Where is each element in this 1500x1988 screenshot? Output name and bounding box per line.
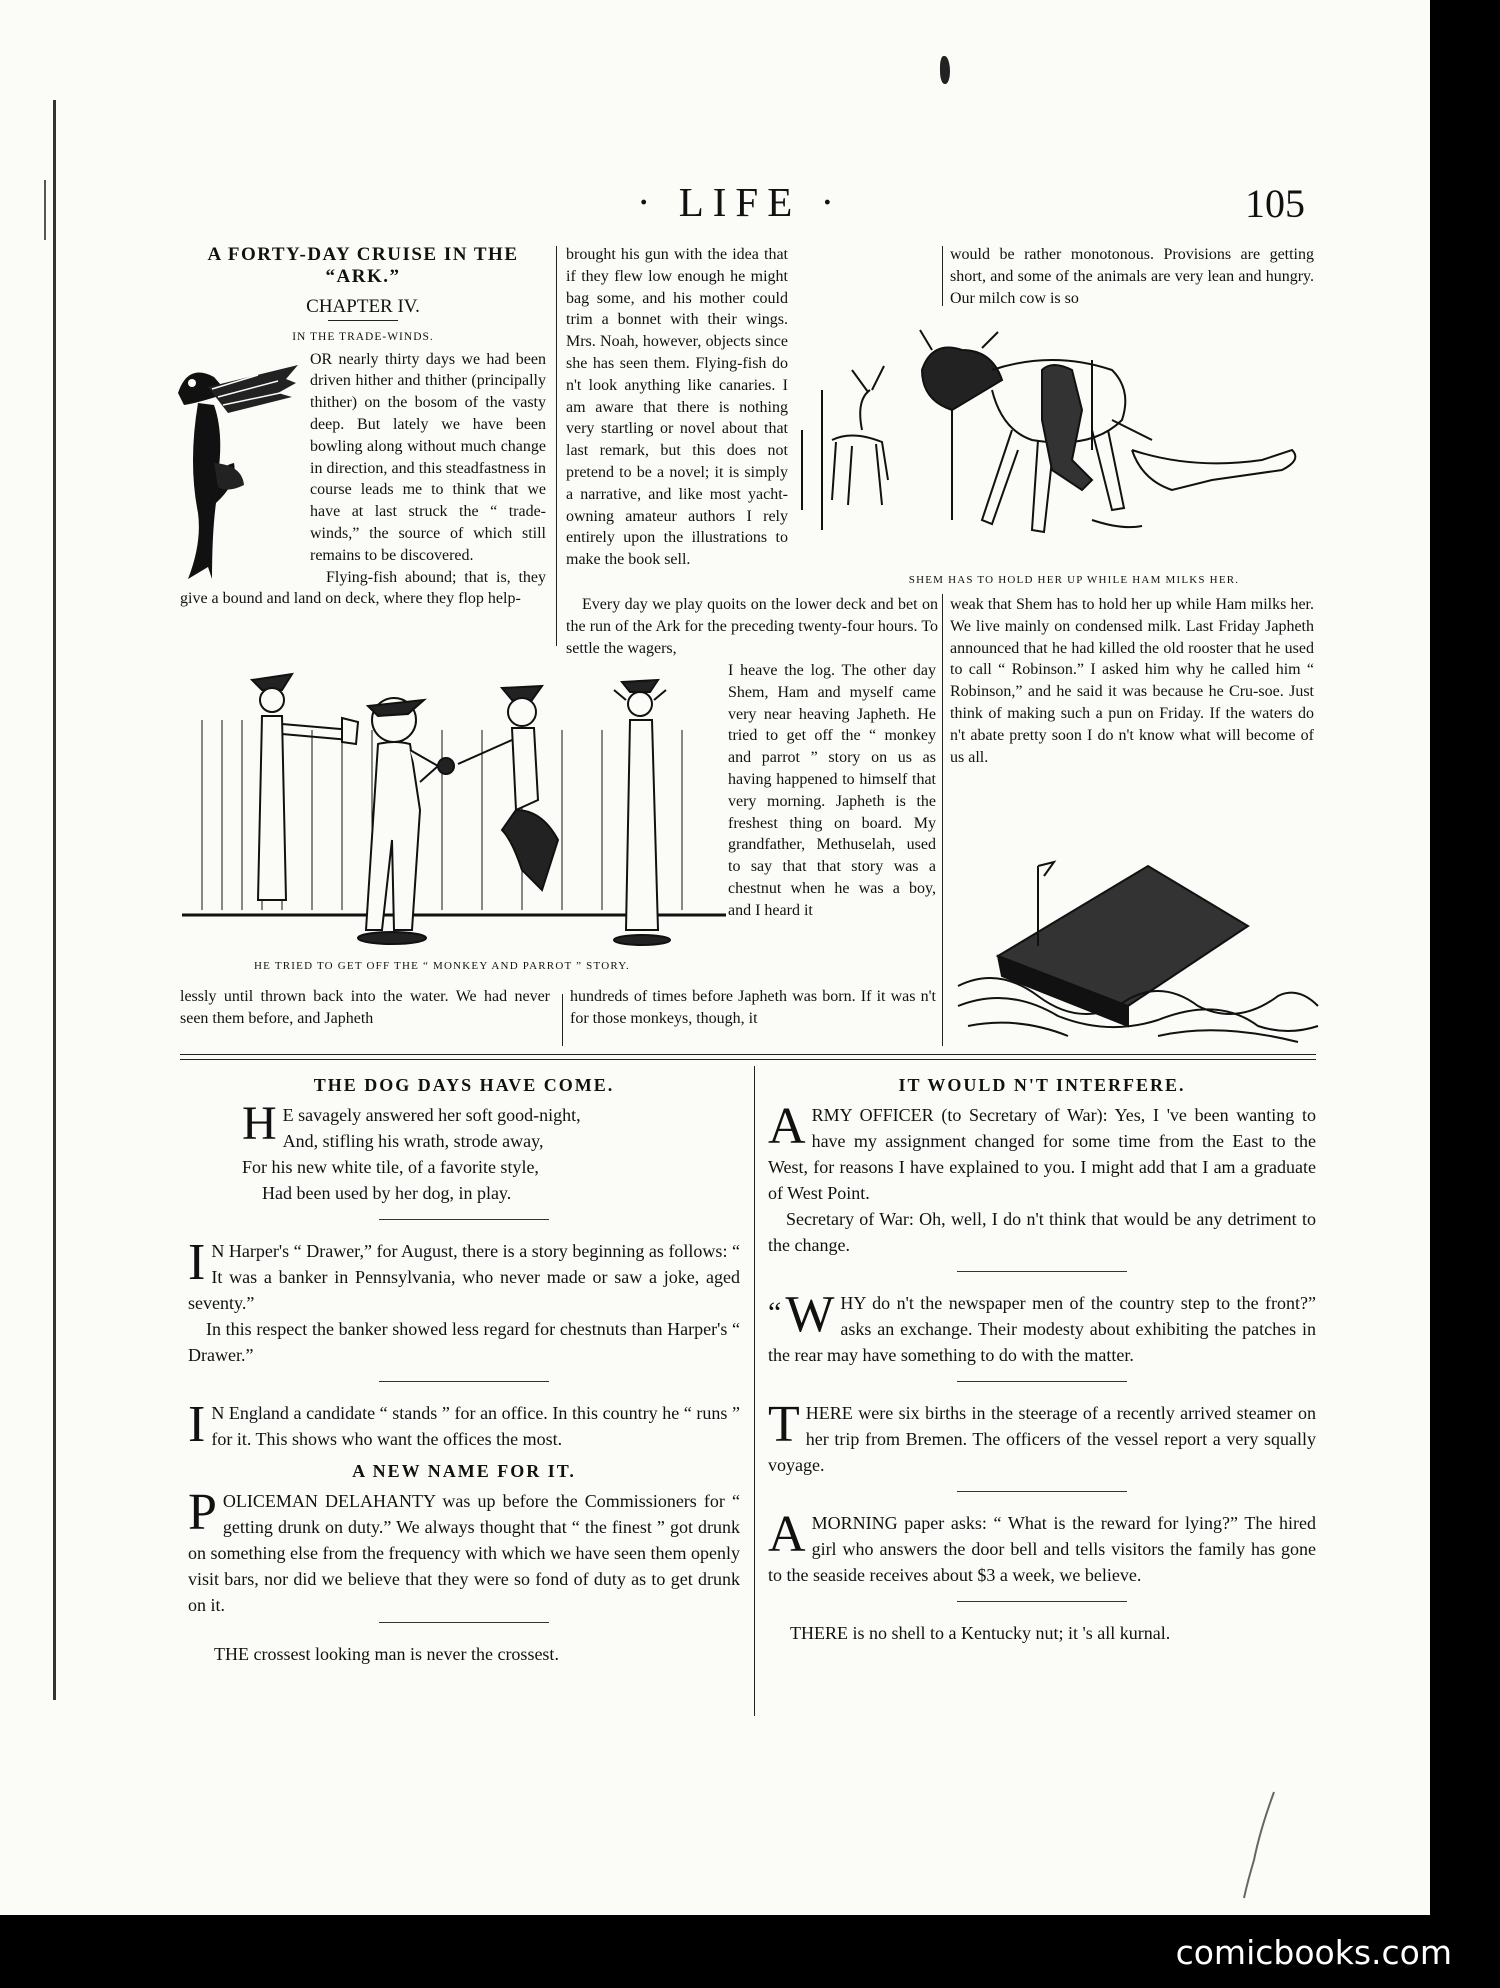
morning-initial: A <box>768 1506 806 1563</box>
morning-text <box>768 1506 1316 1588</box>
separator-rule <box>379 1219 549 1220</box>
poem-line-3: For his new white tile, of a favorite style, <box>242 1157 539 1177</box>
chapter-rule <box>328 320 398 321</box>
binding-mark <box>44 180 46 240</box>
morning-body: MORNING paper asks: “ What is the reward for lying?” The hired girl who answers the door bell and tells visitors the family has gone to the seaside receives about $3 a week, we believe. <box>768 1513 1316 1585</box>
crossest-body: crossest looking man is never the crossest. <box>249 1644 559 1664</box>
separator-rule <box>957 1491 1127 1492</box>
drawer-body: N Harper's “ Drawer,” for August, there is a story beginning as follows: “ It was a banker in Pennsylvania, who never made or saw a joke, aged seventy.” <box>188 1241 740 1313</box>
column-divider <box>942 246 943 306</box>
separator-rule <box>379 1381 549 1382</box>
monkey-parrot-illustration <box>182 660 726 950</box>
poem-line-1: E savagely answered her soft good-night, <box>282 1105 581 1125</box>
bottom-left-column <box>188 1072 740 1667</box>
ark-col1-bottom: lessly until thrown back into the water. We had never seen them before, and Japheth <box>180 988 550 1027</box>
newspaper-text <box>768 1286 1316 1368</box>
page-number: 105 <box>1245 181 1305 226</box>
interfere-p2: Secretary of War: Oh, well, I do n't think that would be any detriment to the change. <box>768 1209 1316 1255</box>
cow-milking-illustration <box>792 330 1312 560</box>
newspaper-quote: “ <box>768 1296 782 1329</box>
ark-col1-flying-fish: Flying-fish abound; that is, they give a bound and land on deck, where they flop help- <box>180 568 546 608</box>
newspaper-body: HY do n't the newspaper men of the country step to the front?” asks an exchange. Their modesty about exhibiting the patches in the rear may have something to do with the matter. <box>768 1293 1316 1365</box>
newspaper-initial: W <box>785 1286 835 1343</box>
dog-days-title: THE DOG DAYS HAVE COME. <box>313 1075 615 1095</box>
separator-rule <box>957 1601 1127 1602</box>
ark-column-1 <box>180 244 546 610</box>
separator-rule <box>957 1381 1127 1382</box>
poem-line-4: Had been used by her dog, in play. <box>262 1183 512 1203</box>
column-divider <box>754 1066 755 1716</box>
ark-col3-text: weak that Shem has to hold her up while Ham milks her. We live mainly on condensed milk. Last Friday Japheth announced that he had killed the old rooster that he used to call “ Robinson.” I asked him why he called him “ Robinson,” and he said it was because he Cru-soe. Just think of making such a pun on Friday. If the waters do n't abate pretty soon I do n't know what will become of us all. <box>950 596 1314 766</box>
bottom-right-column <box>768 1072 1316 1646</box>
interfere-initial: A <box>768 1098 806 1155</box>
england-text <box>188 1396 740 1453</box>
interfere-body: RMY OFFICER (to Secretary of War): Yes, I 've been wanting to have my assignment changed for some time from the East to the West, for reasons I have explained to you. I might add that I am a graduate of West Point. <box>768 1105 1316 1203</box>
ark-col2-bottom: hundreds of times before Japheth was born. If it was n't for those monkeys, though, it <box>570 988 936 1027</box>
cow-caption: SHEM HAS TO HOLD HER UP WHILE HAM MILKS HER. <box>908 574 1240 586</box>
binding-gutter <box>53 100 56 1700</box>
kentucky-lead: THERE <box>790 1623 848 1643</box>
ark-col2-p2: Every day we play quoits on the lower deck and bet on the run of the Ark for the preceding twenty-four hours. To settle the wagers, <box>566 596 938 657</box>
ark-col2-text: brought his gun with the idea that if they flew low enough he might bag some, and his mother could trim a bonnet with their wings. Mrs. Noah, however, objects since she has seen them. Flying-fish do n't look anything like canaries. I am aware that there is nothing very startling or novel about that last remark, but this does not pretend to be a novel; it is simply a narrative, and like most yacht-owning amateur authors I rely entirely upon the illustrations to make the book sell. <box>566 246 788 569</box>
drawer-text <box>188 1234 740 1316</box>
dog-days-poem <box>188 1097 740 1206</box>
drawer-initial: I <box>188 1234 206 1291</box>
ark-chapter: CHAPTER IV. <box>306 296 420 317</box>
pencil-mark <box>1240 1790 1280 1900</box>
separator-rule <box>957 1271 1127 1272</box>
kentucky-body: is no shell to a Kentucky nut; it 's all kurnal. <box>848 1623 1171 1643</box>
ink-speck <box>940 56 950 84</box>
interfere-text <box>768 1098 1316 1206</box>
ark-subtitle: IN THE TRADE-WINDS. <box>292 330 434 343</box>
england-body: N England a candidate “ stands ” for an office. In this country he “ runs ” for it. This shows who want the offices the most. <box>211 1403 740 1449</box>
monkey-caption: HE TRIED TO GET OFF THE “ MONKEY AND PARROT ” STORY. <box>254 960 630 972</box>
ark-col3-top: would be rather monotonous. Provisions are getting short, and some of the animals are very lean and hungry. Our milch cow is so <box>950 246 1314 307</box>
new-name-text <box>188 1484 740 1618</box>
flying-fish-illustration <box>168 353 302 585</box>
crossest-lead: THE <box>214 1644 249 1664</box>
column-divider <box>562 994 563 1046</box>
births-initial: T <box>768 1396 800 1453</box>
section-rule <box>180 1054 1316 1055</box>
ark-ship-illustration <box>958 836 1318 1046</box>
new-name-body: OLICEMAN DELAHANTY was up before the Commissioners for “ getting drunk on duty.” We always thought that “ the finest ” got drunk on something else from the frequency with which we have seen them openly visit bars, nor did we believe that they were so fond of duty as to get drunk on it. <box>188 1491 740 1615</box>
births-text <box>768 1396 1316 1478</box>
kentucky-text <box>768 1620 1316 1646</box>
separator-rule <box>379 1622 549 1623</box>
ark-title: A FORTY-DAY CRUISE IN THE “ARK.” <box>207 244 519 287</box>
births-body: HERE were six births in the steerage of a recently arrived steamer on her trip from Bremen. The officers of the vessel report a very squally voyage. <box>768 1403 1316 1475</box>
column-divider <box>556 246 557 646</box>
new-name-initial: P <box>188 1484 217 1541</box>
interfere-title: IT WOULD N'T INTERFERE. <box>898 1075 1186 1095</box>
poem-line-2: And, stifling his wrath, strode away, <box>282 1131 544 1151</box>
ark-col2-quoits <box>566 594 938 659</box>
masthead-title: · LIFE · <box>636 179 844 225</box>
ark-col2-narrow: I heave the log. The other day Shem, Ham and myself came very near heaving Japheth. He tried to get off the “ monkey and parrot ” story on us as having happened to himself that very morning. Japheth is the freshest thing on board. My grandfather, Methuselah, used to say that that story was a chestnut when he was a boy, and I heard it <box>728 662 936 919</box>
section-rule <box>180 1059 1316 1060</box>
dog-days-initial: H <box>242 1097 277 1150</box>
crossest-text <box>188 1641 740 1667</box>
ark-column-2 <box>566 244 788 571</box>
flying-fish-initial <box>168 353 302 585</box>
column-divider <box>942 594 943 1046</box>
new-name-title: A NEW NAME FOR IT. <box>352 1461 576 1481</box>
drawer-p2: In this respect the banker showed less regard for chestnuts than Harper's “ Drawer.” <box>188 1319 740 1365</box>
england-initial: I <box>188 1396 206 1453</box>
ark-col1-text: OR nearly thirty days we had been driven hither and thither (principally thither) on the bosom of the vasty deep. But lately we have been bowling along without much change in direction, and this steadfastness in course leads me to think that we have at last struck the “ trade-winds,” the source of which still remains to be discovered. <box>310 350 546 564</box>
watermark-text: comicbooks.com <box>1175 1933 1452 1972</box>
